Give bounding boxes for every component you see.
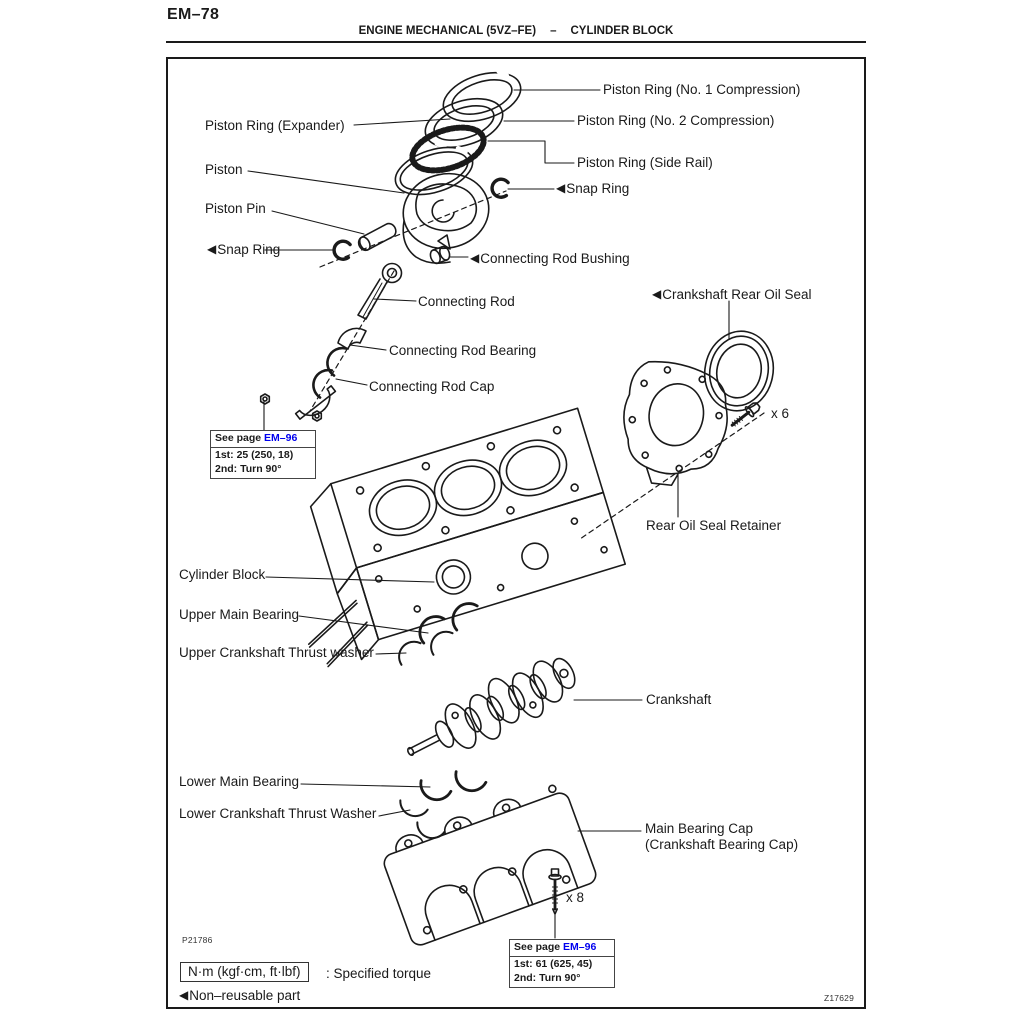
piston-ring-no1-art — [437, 64, 527, 131]
header-subsection-title: CYLINDER BLOCK — [570, 25, 674, 37]
figure-frame — [166, 57, 866, 1009]
label-upper-crankshaft-thrust-washer: Upper Crankshaft Thrust washer — [179, 645, 374, 660]
main-bearing-cap-art — [377, 779, 598, 948]
page-header — [166, 25, 866, 37]
torque-note-steps — [210, 447, 316, 479]
piston-ring-expander-art — [407, 119, 489, 178]
drawing-code: Z17629 — [823, 993, 854, 1003]
label-bolt-count-x6: x 6 — [771, 406, 790, 421]
label-connecting-rod: Connecting Rod — [418, 294, 515, 309]
label-piston-ring-side-rail: Piston Ring (Side Rail) — [577, 155, 713, 170]
main-cap-bolt-art — [549, 869, 561, 914]
lower-main-bearing-art — [420, 765, 488, 803]
assembly-axis-lines — [310, 191, 764, 539]
piston-art — [396, 166, 496, 263]
piston-pin-art — [356, 221, 398, 252]
label-connecting-rod-bushing: ◀Connecting Rod Bushing — [470, 251, 630, 266]
rod-cap-nut-art — [261, 394, 322, 421]
upper-thrust-washer-art — [396, 630, 457, 665]
torque-step-1: 1st: 61 (625, 45) — [514, 958, 593, 971]
torque-note-steps — [509, 956, 615, 988]
label-connecting-rod-cap: Connecting Rod Cap — [369, 379, 495, 394]
label-rear-oil-seal-retainer: Rear Oil Seal Retainer — [646, 518, 782, 533]
label-crankshaft-rear-oil-seal: ◀Crankshaft Rear Oil Seal — [652, 287, 812, 302]
legend-non-reusable: ◀Non–reusable part — [179, 988, 301, 1003]
label-snap-ring-right: ◀Snap Ring — [556, 181, 630, 196]
label-connecting-rod-bearing: Connecting Rod Bearing — [389, 343, 537, 358]
lower-thrust-washer-art — [400, 794, 446, 841]
non-reusable-marker-icon: ◀ — [207, 242, 217, 256]
see-page-link[interactable]: EM–96 — [563, 941, 597, 953]
torque-note-see-page-row — [509, 939, 615, 958]
label-snap-ring-left: ◀Snap Ring — [207, 242, 281, 257]
header-rule — [166, 41, 866, 43]
photo-code: P21786 — [182, 935, 213, 945]
label-piston-ring-no2: Piston Ring (No. 2 Compression) — [577, 113, 775, 128]
label-piston-pin: Piston Pin — [205, 201, 266, 216]
header-section-title: ENGINE MECHANICAL (5VZ–FE) — [358, 25, 537, 37]
non-reusable-marker-icon: ◀ — [556, 181, 566, 195]
cylinder-block-art — [266, 408, 630, 673]
torque-step-2: 2nd: Turn 90° — [215, 462, 282, 475]
piston-ring-no2-art — [419, 90, 509, 157]
connecting-rod-bearing-art — [307, 344, 354, 398]
header-separator: – — [550, 25, 557, 37]
label-lower-main-bearing: Lower Main Bearing — [179, 774, 300, 789]
snap-ring-left-art — [332, 240, 351, 261]
torque-note-main-cap — [509, 939, 615, 988]
label-crankshaft: Crankshaft — [646, 692, 712, 707]
torque-step-2: 2nd: Turn 90° — [514, 971, 581, 984]
snap-ring-right-art — [490, 178, 509, 199]
crankshaft-rear-oil-seal-art — [697, 325, 780, 417]
label-cylinder-block: Cylinder Block — [179, 567, 266, 582]
torque-step-1: 1st: 25 (250, 18) — [215, 449, 294, 462]
non-reusable-marker-icon: ◀ — [652, 287, 662, 301]
torque-note-rod-cap — [210, 430, 316, 479]
label-lower-crankshaft-thrust-washer: Lower Crankshaft Thrust Washer — [179, 806, 377, 821]
upper-main-bearing-art — [416, 601, 482, 643]
see-page-link[interactable]: EM–96 — [264, 432, 298, 444]
label-piston: Piston — [205, 162, 243, 177]
torque-symbol-box: N·m (kgf·cm, ft·lbf) — [180, 962, 309, 982]
label-main-bearing-cap — [645, 821, 798, 853]
connecting-rod-art — [338, 264, 402, 350]
non-reusable-marker-icon: ◀ — [470, 251, 480, 265]
non-reusable-marker-icon: ◀ — [179, 988, 189, 1002]
label-piston-ring-no1: Piston Ring (No. 1 Compression) — [603, 82, 801, 97]
main-bearing-cap-line1: Main Bearing Cap — [645, 821, 754, 836]
torque-symbol-description: : Specified torque — [326, 966, 432, 981]
label-piston-ring-expander: Piston Ring (Expander) — [205, 118, 345, 133]
crankshaft-art — [396, 645, 584, 776]
see-page-text: See page — [514, 941, 564, 953]
torque-note-see-page-row — [210, 430, 316, 449]
label-bolt-count-x8: x 8 — [566, 890, 585, 905]
connecting-rod-cap-art — [296, 386, 340, 425]
page-number: EM–78 — [167, 6, 220, 23]
label-upper-main-bearing: Upper Main Bearing — [179, 607, 300, 622]
see-page-text: See page — [215, 432, 265, 444]
main-bearing-cap-line2: (Crankshaft Bearing Cap) — [645, 837, 799, 853]
